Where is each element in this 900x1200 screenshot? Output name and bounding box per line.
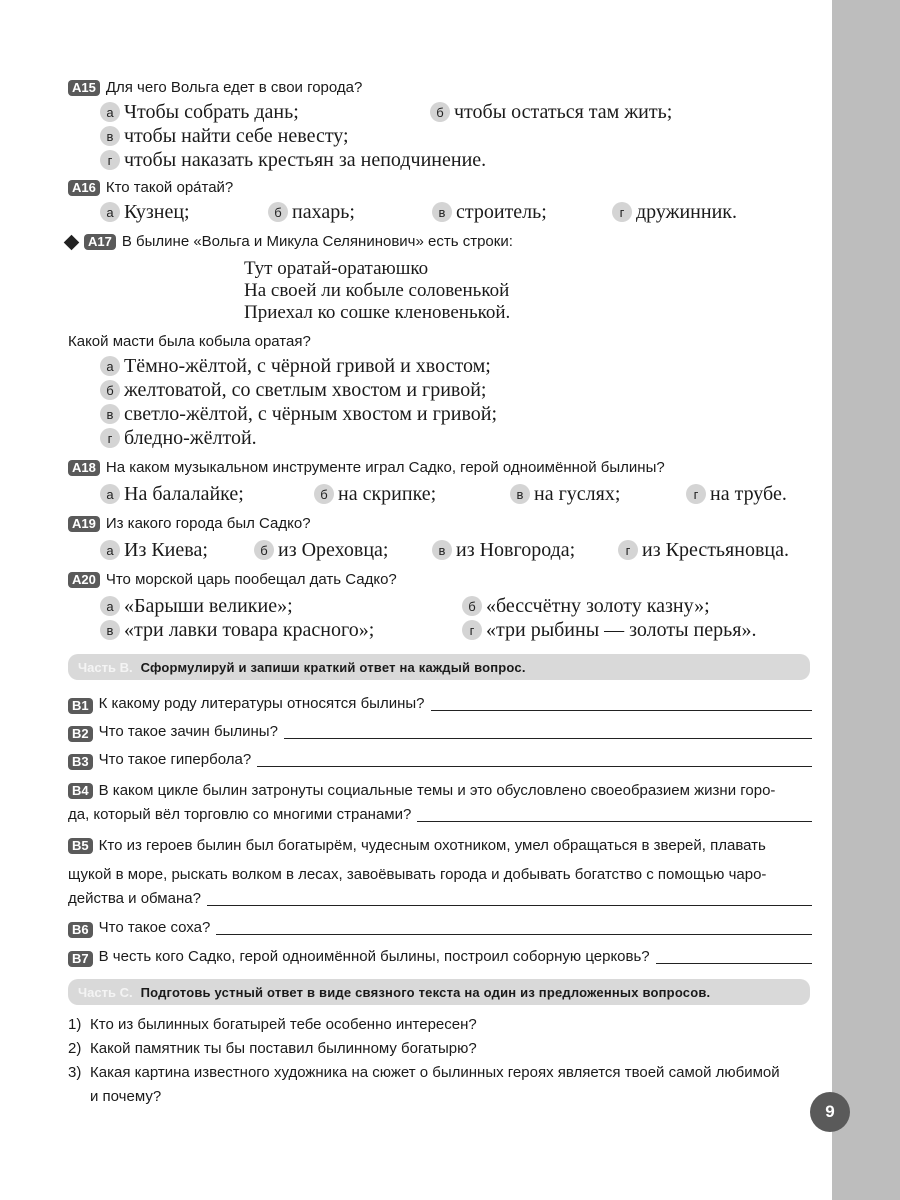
question-text: Что такое зачин былины? — [98, 723, 278, 740]
question-text: Для чего Вольга едет в свои города? — [105, 79, 363, 96]
option-text: чтобы наказать крестьян за неподчинение. — [124, 148, 487, 171]
worksheet-content — [68, 78, 812, 1109]
part-instruction: Подготовь устный ответ в виде связного текста на один из предложенных вопросов. — [140, 984, 711, 1000]
question-number-badge: B5 — [68, 838, 93, 854]
list-number: 1) — [68, 1016, 82, 1033]
part-label: Часть C. — [78, 984, 133, 1000]
question-text: Кто такой ора́тай? — [105, 179, 234, 196]
part-instruction: Сформулируй и запиши краткий ответ на каждый вопрос. — [140, 659, 526, 675]
question-a16 — [68, 178, 812, 198]
question-text: Что такое соха? — [98, 919, 211, 936]
option-d[interactable] — [612, 201, 737, 224]
option-row — [100, 482, 812, 506]
poem-excerpt — [244, 258, 812, 324]
difficulty-diamond-icon — [64, 234, 80, 250]
option-text: «бессчётну золоту казну»; — [486, 594, 710, 617]
option-text: дружинник. — [636, 200, 737, 223]
option-letter: а — [100, 540, 120, 560]
option-letter: б — [100, 380, 120, 400]
option-c[interactable] — [510, 483, 686, 506]
question-b1 — [68, 694, 812, 714]
option-letter: в — [432, 540, 452, 560]
option-text: Тёмно-жёлтой, с чёрной гривой и хвостом; — [124, 354, 491, 377]
option-b[interactable] — [462, 595, 710, 618]
poem-line: На своей ли кобыле соловенькой — [244, 280, 510, 301]
option-d[interactable] — [618, 539, 789, 562]
list-number: 2) — [68, 1040, 82, 1057]
question-text: В былине «Вольга и Микула Селянинович» есть строки: — [121, 233, 513, 250]
option-row — [100, 618, 812, 642]
option-letter: в — [100, 404, 120, 424]
question-text: В честь кого Садко, герой одноимённой былины, построил соборную церковь? — [98, 948, 650, 965]
part-label: Часть B. — [78, 659, 133, 675]
option-b[interactable] — [100, 379, 487, 402]
option-row — [100, 594, 812, 618]
option-a[interactable] — [100, 595, 462, 618]
question-text: действа и обмана? — [68, 890, 201, 907]
question-number-badge: B3 — [68, 754, 93, 770]
option-letter: г — [612, 202, 632, 222]
option-row — [100, 100, 812, 124]
question-text: Что такое гипербола? — [98, 751, 252, 768]
option-letter: а — [100, 202, 120, 222]
option-row — [100, 538, 812, 562]
question-b6 — [68, 918, 812, 938]
question-a17 — [64, 232, 812, 252]
poem-line: Приехал ко сошке кленовенькой. — [244, 302, 511, 323]
option-row — [100, 148, 812, 172]
option-text: Чтобы собрать дань; — [124, 100, 299, 123]
list-text: Кто из былинных богатырей тебе особенно интересен? — [90, 1016, 477, 1033]
option-text: «три лавки товара красного»; — [124, 618, 375, 641]
question-b2 — [68, 722, 812, 742]
page-side-strip — [832, 0, 900, 1200]
option-d[interactable] — [100, 149, 486, 172]
option-text: светло-жёлтой, с чёрным хвостом и гривой; — [124, 402, 498, 425]
answer-line[interactable] — [284, 725, 812, 739]
option-text: На балалайке; — [124, 482, 244, 505]
option-text: Из Киева; — [124, 538, 208, 561]
question-number-badge: A20 — [68, 572, 100, 588]
option-letter: а — [100, 102, 120, 122]
option-letter: а — [100, 484, 120, 504]
list-text: Какая картина известного художника на сюжет о былинных героях является твоей самой любимой — [90, 1064, 780, 1081]
question-text: Из какого города был Садко? — [105, 515, 311, 532]
option-letter: г — [686, 484, 706, 504]
option-row — [100, 200, 812, 224]
option-letter: б — [268, 202, 288, 222]
option-row — [100, 354, 812, 378]
question-number-badge: B7 — [68, 951, 93, 967]
option-text: чтобы остаться там жить; — [454, 100, 673, 123]
question-text: На каком музыкальном инструменте играл Садко, герой одноимённой былины? — [105, 459, 665, 476]
question-b4 — [68, 776, 812, 825]
option-letter: в — [510, 484, 530, 504]
question-number-badge: B2 — [68, 726, 93, 742]
option-text: на трубе. — [710, 482, 787, 505]
option-text: Кузнец; — [124, 200, 190, 223]
option-text: «три рыбины — золоты перья». — [486, 618, 757, 641]
list-item — [68, 1013, 812, 1037]
option-d[interactable] — [686, 483, 787, 506]
option-d[interactable] — [100, 427, 257, 450]
option-c[interactable] — [100, 125, 349, 148]
option-letter: в — [100, 126, 120, 146]
question-text: Кто из героев былин был богатырём, чудесным охотником, умел обращаться в зверей, плавать — [98, 837, 766, 854]
question-subtext: Какой масти была кобыла оратая? — [68, 333, 311, 350]
question-a20 — [68, 570, 812, 590]
option-letter: а — [100, 356, 120, 376]
option-text: пахарь; — [292, 200, 355, 223]
question-number-badge: A17 — [84, 234, 116, 250]
question-b5 — [68, 831, 812, 909]
option-c[interactable] — [100, 403, 497, 426]
answer-line[interactable] — [207, 892, 812, 906]
option-text: строитель; — [456, 200, 547, 223]
question-b7 — [68, 947, 812, 967]
answer-line[interactable] — [257, 753, 812, 767]
option-b[interactable] — [268, 201, 432, 224]
option-letter: г — [618, 540, 638, 560]
option-row — [100, 124, 812, 148]
list-text: и почему? — [90, 1088, 162, 1105]
question-text: В каком цикле былин затронуты социальные темы и это обусловлено своеобразием жизни горо- — [98, 782, 776, 799]
option-letter: г — [100, 428, 120, 448]
answer-line[interactable] — [417, 808, 812, 822]
option-b[interactable] — [314, 483, 510, 506]
part-c-header — [68, 979, 810, 1005]
question-number-badge: A15 — [68, 80, 100, 96]
oral-questions-list — [68, 1013, 812, 1109]
option-a[interactable] — [100, 539, 254, 562]
answer-line[interactable] — [656, 950, 812, 964]
question-a15 — [68, 78, 812, 98]
option-letter: г — [462, 620, 482, 640]
option-c[interactable] — [432, 201, 612, 224]
option-letter: б — [462, 596, 482, 616]
option-a[interactable] — [100, 201, 268, 224]
option-text: из Новгорода; — [456, 538, 576, 561]
question-text: Что морской царь пообещал дать Садко? — [105, 571, 397, 588]
option-row — [100, 426, 812, 450]
option-letter: б — [430, 102, 450, 122]
option-letter: б — [254, 540, 274, 560]
option-text: из Ореховца; — [278, 538, 389, 561]
list-item — [68, 1037, 812, 1061]
option-text: желтоватой, со светлым хвостом и гривой; — [124, 378, 487, 401]
option-letter: а — [100, 596, 120, 616]
option-text: из Крестьяновца. — [642, 538, 789, 561]
option-c[interactable] — [432, 539, 618, 562]
option-text: на гуслях; — [534, 482, 621, 505]
option-c[interactable] — [100, 619, 462, 642]
option-text: на скрипке; — [338, 482, 437, 505]
answer-line[interactable] — [216, 921, 812, 935]
list-item — [68, 1061, 812, 1109]
option-a[interactable] — [100, 355, 491, 378]
option-a[interactable] — [100, 101, 430, 124]
option-b[interactable] — [430, 101, 672, 124]
question-number-badge: B6 — [68, 922, 93, 938]
option-text: чтобы найти себе невесту; — [124, 124, 349, 147]
question-text: К какому роду литературы относятся былины? — [98, 695, 425, 712]
part-b-header — [68, 654, 810, 680]
option-text: бледно-жёлтой. — [124, 426, 257, 449]
question-a18 — [68, 458, 812, 478]
option-row — [100, 402, 812, 426]
poem-line: Тут оратай-оратаюшко — [244, 258, 429, 279]
question-text: да, который вёл торговлю со многими странами? — [68, 806, 412, 823]
question-text: щукой в море, рыскать волком в лесах, завоёвывать города и добывать богатство с помощью чаро- — [68, 866, 767, 883]
option-letter: г — [100, 150, 120, 170]
list-text: Какой памятник ты бы поставил былинному богатырю? — [90, 1040, 477, 1057]
page-number: 9 — [810, 1092, 850, 1132]
question-number-badge: A19 — [68, 516, 100, 532]
option-row — [100, 378, 812, 402]
question-number-badge: A16 — [68, 180, 100, 196]
option-a[interactable] — [100, 483, 314, 506]
option-d[interactable] — [462, 619, 756, 642]
option-text: «Барыши великие»; — [124, 594, 293, 617]
question-a19 — [68, 514, 812, 534]
list-number: 3) — [68, 1064, 82, 1081]
question-number-badge: B1 — [68, 698, 93, 714]
option-letter: в — [432, 202, 452, 222]
question-number-badge: B4 — [68, 783, 93, 799]
answer-line[interactable] — [431, 697, 813, 711]
question-b3 — [68, 750, 812, 770]
option-letter: б — [314, 484, 334, 504]
option-b[interactable] — [254, 539, 432, 562]
option-letter: в — [100, 620, 120, 640]
question-number-badge: A18 — [68, 460, 100, 476]
